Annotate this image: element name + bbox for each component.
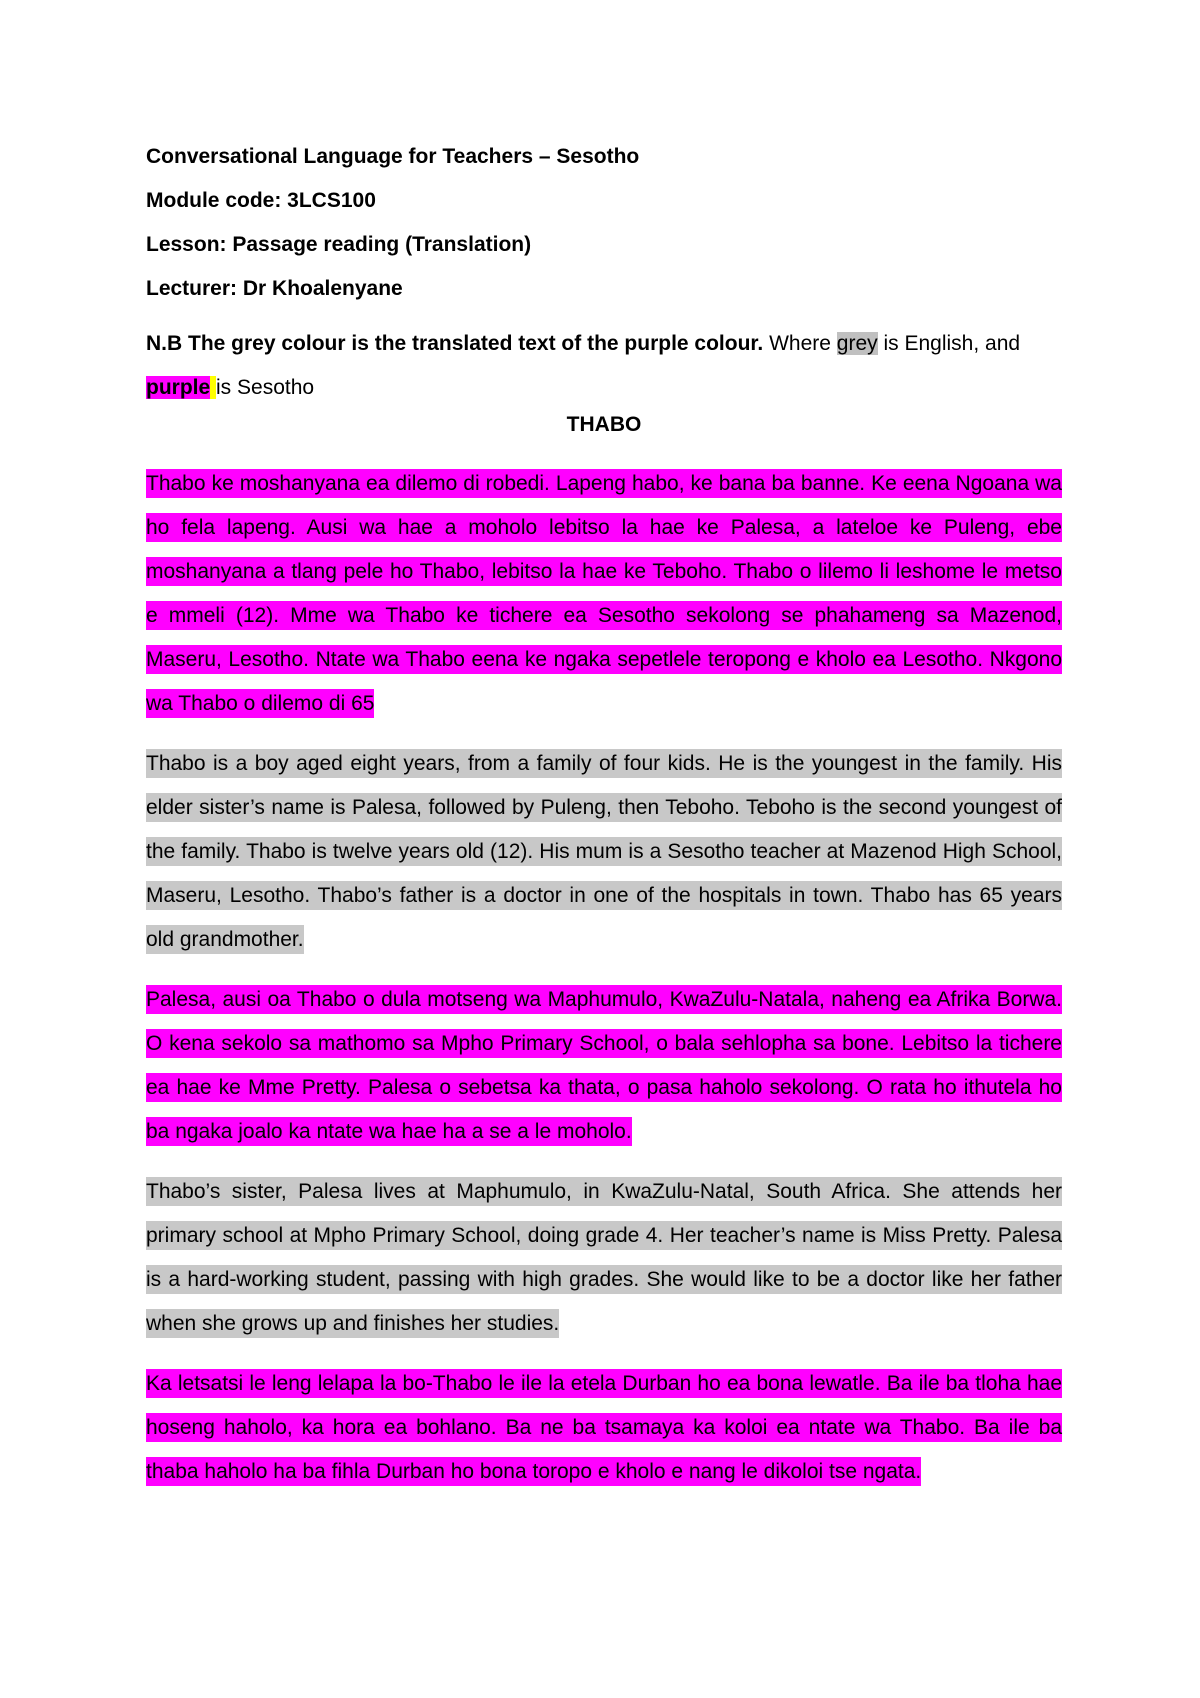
sesotho-text: Palesa, ausi oa Thabo o dula motseng wa Maphumulo, KwaZulu-Natala, naheng ea Afrika Borwa. O kena sekolo sa mathomo sa Mpho Primary School, o bala sehlopha sa bone. Lebitso la tichere ea hae ke Mme Pretty. Palesa o sebetsa ka thata, o pasa haholo sekolong. O rata ho ithutela ho ba ngaka joalo ka ntate wa hae ha a se a le moholo.: [146, 985, 1062, 1146]
english-paragraph: [146, 1170, 1062, 1346]
sesotho-paragraph: [146, 978, 1062, 1154]
sesotho-text: Ka letsatsi le leng lelapa la bo-Thabo le ile la etela Durban ho ea bona lewatle. Ba ile ba tloha hae hoseng haholo, ka hora ea bohlano. Ba ne ba tsamaya ka koloi ea ntate wa Thabo. Ba ile ba thaba haholo ha ba fihla Durban ho bona toropo e kholo e nang le dikoloi tse ngata.: [146, 1369, 1062, 1486]
note-where: Where: [763, 332, 837, 355]
sesotho-text: Thabo ke moshanyana ea dilemo di robedi. Lapeng habo, ke bana ba banne. Ke eena Ngoana wa ho fela lapeng. Ausi wa hae a moholo lebitso la hae ke Palesa, a lateloe ke Puleng, ebe moshanyana a tlang pele ho Thabo, lebitso la hae ke Teboho. Thabo o lilemo li leshome le metso e mmeli (12). Mme wa Thabo ke tichere ea Sesotho sekolong se phahameng sa Mazenod, Maseru, Lesotho. Ntate wa Thabo eena ke ngaka sepetlele teropong e kholo ea Lesotho. Nkgono wa Thabo o dilemo di 65: [146, 469, 1062, 718]
english-paragraph: [146, 742, 1062, 962]
sesotho-paragraph: [146, 462, 1062, 726]
note-bold-text: N.B The grey colour is the translated text of the purple colour.: [146, 332, 764, 355]
english-text: Thabo is a boy aged eight years, from a family of four kids. He is the youngest in the family. His elder sister’s name is Palesa, followed by Puleng, then Teboho. Teboho is the second youngest of the family. Thabo is twelve years old (12). His mum is a Sesotho teacher at Mazenod High School, Maseru, Lesotho. Thabo’s father is a doctor in one of the hospitals in town. Thabo has 65 years old grandmother.: [146, 749, 1062, 954]
note-is-english: is English, and: [877, 332, 1021, 355]
course-title: Conversational Language for Teachers – Sesotho: [146, 145, 640, 168]
document-body: [146, 142, 1062, 1510]
lecturer-name: Lecturer: Dr Khoalenyane: [146, 277, 403, 300]
module-code: Module code: 3LCS100: [146, 189, 376, 212]
english-text: Thabo’s sister, Palesa lives at Maphumulo, in KwaZulu-Natal, South Africa. She attends her primary school at Mpho Primary School, doing grade 4. Her teacher’s name is Miss Pretty. Palesa is a hard-working student, passing with high grades. She would like to be a doctor like her father when she grows up and finishes her studies.: [146, 1177, 1062, 1338]
purple-word: purple: [146, 376, 211, 399]
lesson-title: Lesson: Passage reading (Translation): [146, 233, 532, 256]
color-legend-note: [146, 322, 1062, 410]
sesotho-paragraph: [146, 1362, 1062, 1494]
note-is-sesotho: is Sesotho: [216, 376, 315, 399]
grey-word: grey: [836, 332, 878, 355]
story-title: THABO: [566, 413, 642, 436]
